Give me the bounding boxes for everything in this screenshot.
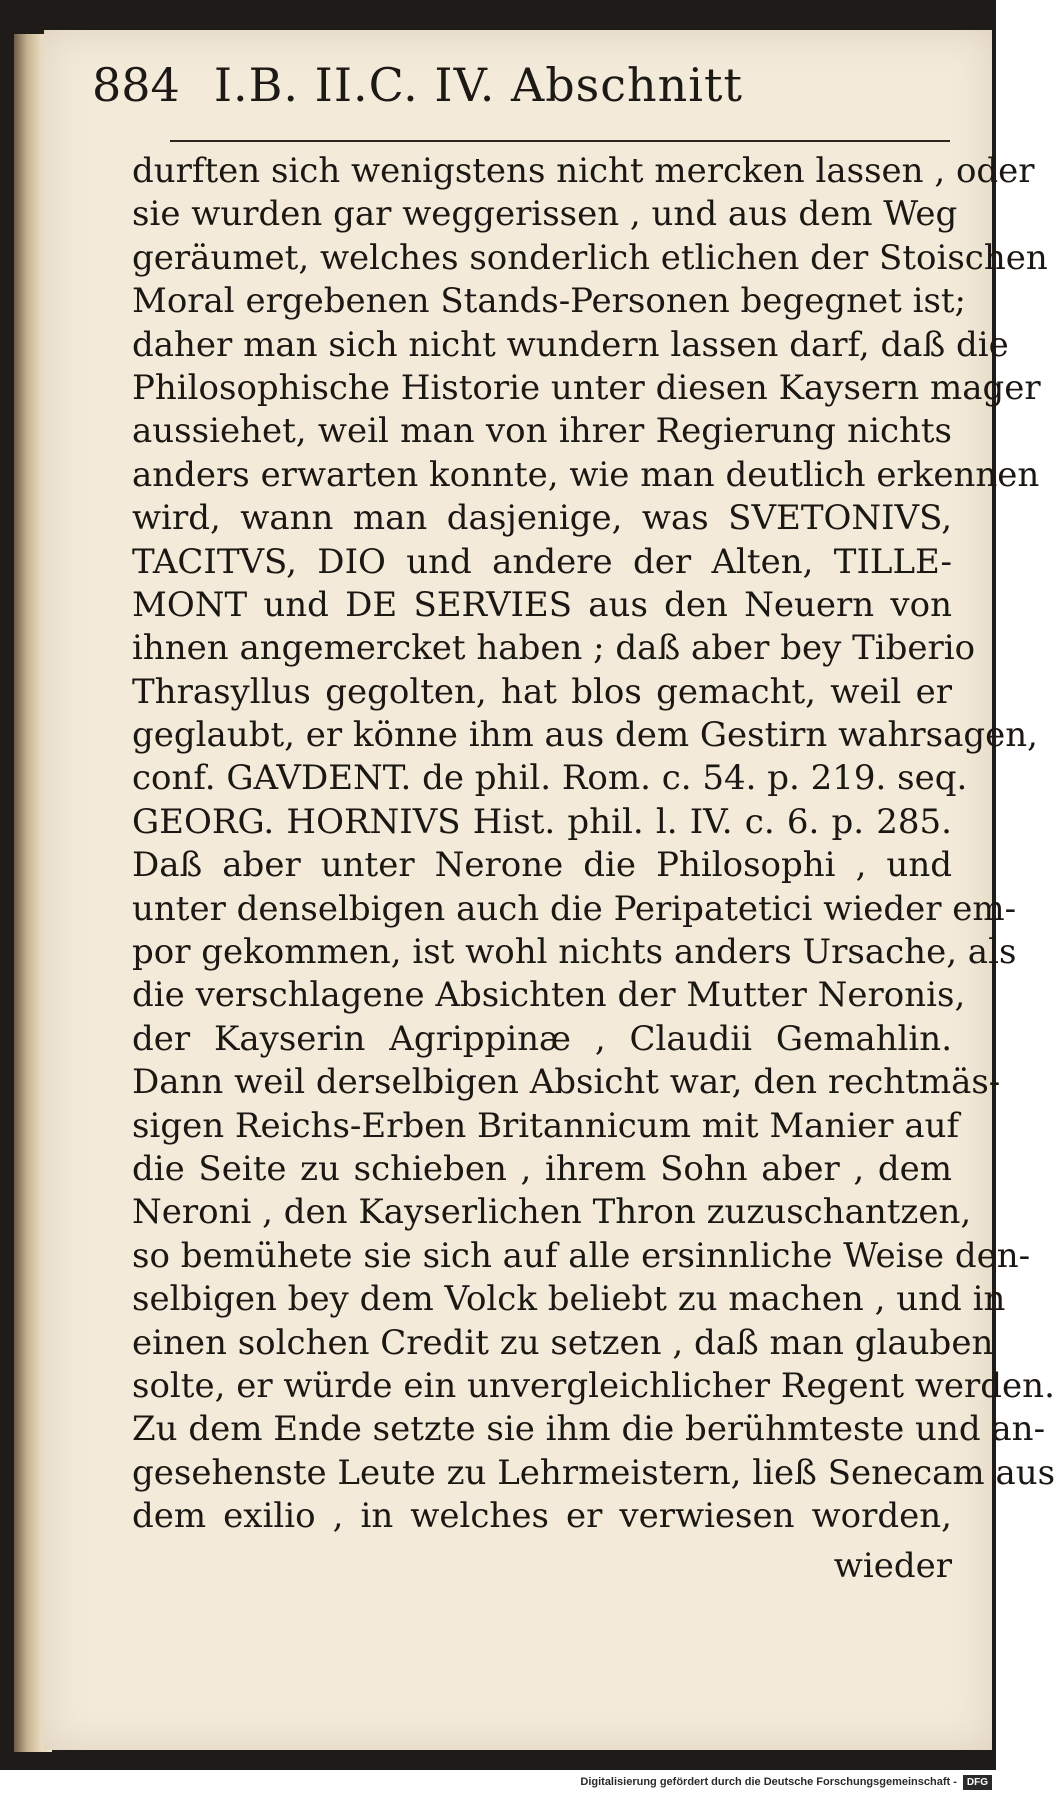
text-line: anders erwarten konnte, wie man deutlich erkennen xyxy=(132,454,1040,495)
text-line: der Kayserin Agrippinæ , Claudii Gemahlin. xyxy=(132,1018,952,1059)
text-line: Daß aber unter Nerone die Philosophi , und xyxy=(132,845,952,886)
text-line: Thrasyllus gegolten, hat blos gemacht, weil er xyxy=(132,671,952,712)
text-line: Moral ergebenen Stands-Personen begegnet ist; xyxy=(132,281,967,322)
text-line: Philosophische Historie unter diesen Kaysern mager xyxy=(132,367,1041,408)
text-line: sie wurden gar weggerissen , und aus dem Weg xyxy=(132,194,958,235)
funding-credit: Digitalisierung gefördert durch die Deutsche Forschungsgemeinschaft - xyxy=(580,1776,957,1788)
header-rule xyxy=(170,140,950,142)
page-number: 884 xyxy=(92,58,180,112)
text-line: unter denselbigen auch die Peripatetici wieder em- xyxy=(132,888,1017,929)
text-line: Zu dem Ende setzte sie ihm die berühmteste und an- xyxy=(132,1409,1046,1450)
text-line: wird, wann man dasjenige, was SVETONIVS, xyxy=(132,498,952,539)
text-line: TACITVS, DIO und andere der Alten, TILLE- xyxy=(132,541,952,582)
text-line: Neroni , den Kayserlichen Thron zuzuschantzen, xyxy=(132,1192,972,1233)
text-line: ihnen angemercket haben ; daß aber bey Tiberio xyxy=(132,628,976,669)
running-head: I.B. II.C. IV. Abschnitt xyxy=(213,58,743,112)
text-line: conf. GAVDENT. de phil. Rom. c. 54. p. 219. seq. xyxy=(132,758,968,799)
text-line: aussiehet, weil man von ihrer Regierung nichts xyxy=(132,411,952,452)
catchword: wieder xyxy=(833,1546,952,1586)
text-line: selbigen bey dem Volck beliebt zu machen , und in xyxy=(132,1279,1006,1320)
text-line: durften sich wenigstens nicht mercken lassen , oder xyxy=(132,151,1035,191)
text-line: daher man sich nicht wundern lassen darf, daß die xyxy=(132,324,1009,365)
digitization-footer xyxy=(0,1772,996,1792)
text-line: solte, er würde ein unvergleichlicher Regent werden. xyxy=(132,1365,1055,1406)
text-line: geglaubt, er könne ihm aus dem Gestirn wahrsagen, xyxy=(132,715,1038,756)
text-line: MONT und DE SERVIES aus den Neuern von xyxy=(132,584,952,625)
text-line: einen solchen Credit zu setzen , daß man glauben xyxy=(132,1322,994,1363)
text-line: sigen Reichs-Erben Britannicum mit Manier auf xyxy=(132,1105,960,1146)
text-line: die verschlagene Absichten der Mutter Neronis, xyxy=(132,975,966,1016)
page-header xyxy=(92,58,952,138)
text-line: so bemühete sie sich auf alle ersinnliche Weise den- xyxy=(132,1235,1031,1276)
dfg-logo: DFG xyxy=(963,1775,992,1790)
text-line: gesehenste Leute zu Lehrmeistern, ließ Senecam aus xyxy=(132,1452,1055,1493)
text-line: die Seite zu schieben , ihrem Sohn aber , dem xyxy=(132,1148,952,1189)
text-line: dem exilio , in welches er verwiesen worden, xyxy=(132,1496,952,1537)
text-line: por gekommen, ist wohl nichts anders Ursache, als xyxy=(132,932,1017,973)
body-text xyxy=(132,150,1055,1539)
text-line: geräumet, welches sonderlich etlichen der Stoischen xyxy=(132,237,1048,278)
text-line: Dann weil derselbigen Absicht war, den rechtmäs- xyxy=(132,1062,1001,1103)
text-line: GEORG. HORNIVS Hist. phil. l. IV. c. 6. p. 285. xyxy=(132,801,952,842)
